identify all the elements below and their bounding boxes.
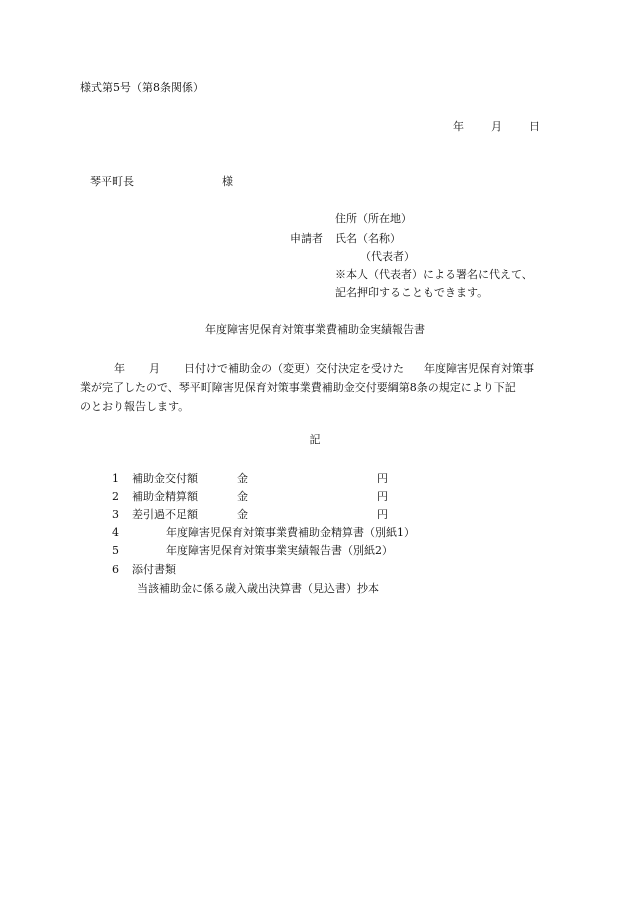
date-year-label: 年 [453,120,464,133]
signature-note-line2: 記名押印することもできます。 [335,286,489,299]
item-text: 年度障害児保育対策事業費補助金精算書（別紙1） [166,526,415,539]
body-line-3: のとおり報告します。 [80,400,190,413]
addressee-name: 琴平町長 [90,175,134,188]
item-number: 5 [112,544,119,557]
item-kin: 金 [237,472,248,485]
item-yen: 円 [377,508,388,521]
date-month-label: 月 [491,120,502,133]
document-title: 年度障害児保育対策事業費補助金実績報告書 [205,323,425,336]
date-day-label: 日 [529,120,540,133]
item-number: 1 [112,472,119,485]
item-text: 年度障害児保育対策事業実績報告書（別紙2） [166,544,393,557]
body-line-1 [80,359,558,378]
ki-heading: 記 [309,433,321,446]
item-number: 3 [112,508,119,521]
list-item [112,564,176,575]
body-fiscal-year-text: 年度障害児保育対策事 [424,362,534,375]
body-year: 年 [114,362,125,375]
addressee [90,176,233,187]
attachment-detail: 当該補助金に係る歳入歳出決算書（見込書）抄本 [137,582,379,595]
form-number: 様式第5号（第8条関係） [80,81,204,94]
item-number: 4 [112,526,119,539]
applicant-address-label: 住所（所在地） [335,212,412,225]
item-label: 添付書類 [132,563,176,576]
list-item [112,527,415,538]
applicant-role-label: 申請者 [290,232,323,245]
list-item [112,473,388,484]
item-label: 差引過不足額 [132,508,198,521]
item-label: 補助金交付額 [132,472,198,485]
body-decision-text: 日付けで補助金の（変更）交付決定を受けた [184,362,404,375]
body-month: 月 [149,362,160,375]
item-kin: 金 [237,490,248,503]
signature-note-line1: ※本人（代表者）による署名に代えて、 [335,268,533,281]
body-paragraph [80,359,558,416]
list-item [112,491,388,502]
date-line [453,121,540,132]
item-number: 6 [112,563,119,576]
body-line-2: 業が完了したので、琴平町障害児保育対策事業費補助金交付要綱第8条の規定により下記 [80,381,516,394]
item-number: 2 [112,490,119,503]
item-yen: 円 [377,490,388,503]
list-item [112,509,388,520]
addressee-honorific: 様 [222,175,233,188]
applicant-name-label: 氏名（名称） [335,232,401,245]
list-item [112,545,393,556]
applicant-representative-label: （代表者） [360,250,415,263]
item-kin: 金 [237,508,248,521]
item-yen: 円 [377,472,388,485]
item-label: 補助金精算額 [132,490,198,503]
